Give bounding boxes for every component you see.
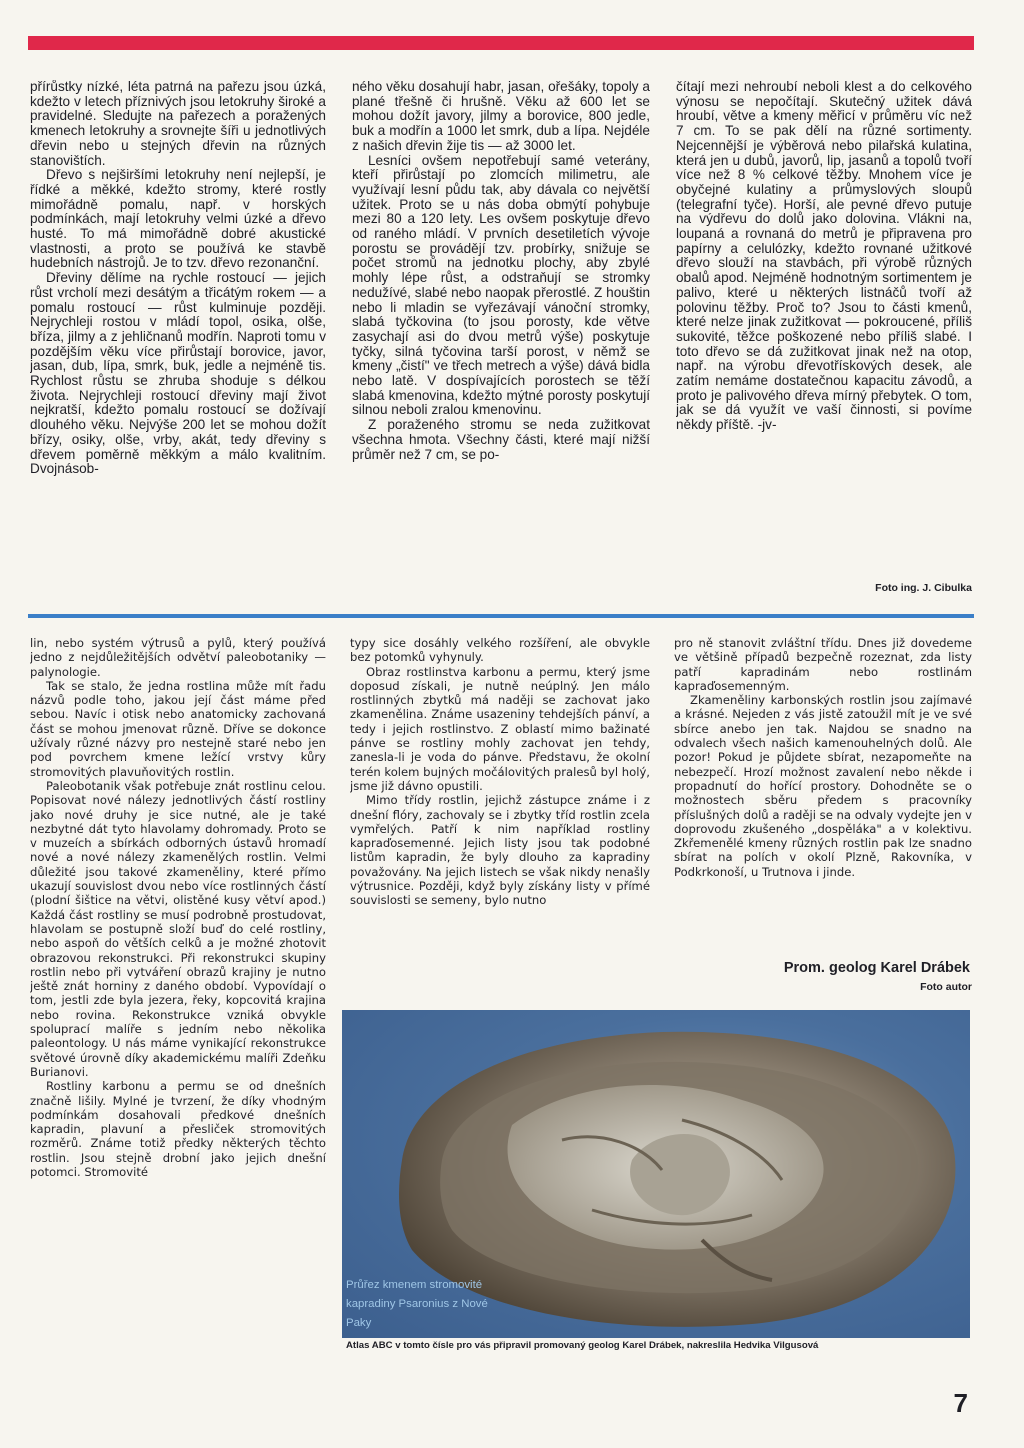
paragraph: přírůstky nízké, léta patrná na pařezu jsou úzká, kdežto v letech příznivých jsou letokruhy široké a pravidelné. Sledujte na pařezech a poražených kmenech letokruhy a srovnejte šíři u jednotlivých dřevin nebo u stejných dřevin na různých stanovištích. [30, 80, 326, 168]
paragraph: Z poraženého stromu se neda zužitkovat všechna hmota. Všechny části, které mají nižší průměr než 7 cm, se po- [352, 417, 650, 462]
top-column-3 [676, 80, 972, 574]
paragraph: typy sice dosáhly velkého rozšíření, ale obvykle bez potomků vyhynuly. [350, 636, 650, 665]
paragraph: Obraz rostlinstva karbonu a permu, který jsme doposud získali, je nutně neúplný. Jen málo rostlinných zbytků má naději se zachovat jako zkamenělina. Známe usazeniny tehdejších pánví, a tedy i jejich rostlinstvo. Z oblastí mimo bažinaté pánve se rostliny mohly zachovat jen tehdy, zanesla-li je voda do pánve. Představu, že okolní terén kolem bujných močálovitých pralesů byl holý, jsme již dávno opustili. [350, 664, 650, 793]
top-column-1 [30, 80, 326, 600]
paragraph: čítají mezi nehroubí neboli klest a do celkového výnosu se nepočítají. Skutečný užitek dává hroubí, větve a kmeny měřicí v průměru víc než 7 cm. To se pak dělí na různé sortimenty. Nejcennější je výběrová nebo pilařská kulatina, která jen u dubů, javorů, lip, jasanů a topolů tvoří více než 8 % celkové těžby. Mnohem více je obyčejné kulatiny a průmyslových sloupů (telegrafní tyče). Horší, ale pevné dřevo putuje na výdřevu do dolů jako dolovina. Vlákni na, loupaná a rovnaná do metrů je připravena pro papírny a celulózky, kdežto rovnané užitkové dřevo slouží na stavbách, při výrobě různých obalů apod. Nejméně hodnotným sortimentem je palivo, které u některých listnáčů tvoří až polovinu těžby. Proč to? Jsou to části kmenů, které nelze jinak zužitkovat — pokroucené, příliš sukovité, těžce poškozené nebo příliš slabé. I toto dřevo se dá zužitkovat jinak než na otop, např. na výrobu dřevotřískových desek, ale zatím nemáme dostatečnou kapacitu závodů, a proto je palivového dřeva mírný přebytek. O tom, jak se dá využít ve vaší činnosti, si povíme někdy příště. -jv- [676, 80, 972, 433]
photo-credit: Foto ing. J. Cibulka [875, 582, 972, 594]
paragraph: Dřevo s nejširšími letokruhy není nejlepší, je řídké a měkké, kdežto stromy, které rostly mimořádně pomalu, např. v horských podmínkách, mají letokruhy velmi úzké a dřevo husté. To má mimořádně dobré akustické vlastnosti, a proto se používá ke stavbě hudebních nástrojů. Je to tzv. dřevo rezonanční. [30, 167, 326, 271]
paragraph: Lesníci ovšem nepotřebují samé veterány, kteří přirůstají po zlomcích milimetru, ale využívají lesní půdu tak, aby dávala co největší užitek. Proto se u nás doba obmýtí pohybuje mezi 80 a 120 lety. Les ovšem poskytuje dřevo od raného mládí. V prvních desetiletích vývoje porostu se provádějí tzv. probírky, snižuje se počet stromů na jednotku plochy, aby zbylé mohly lépe růst, a odstraňují se stromky nedužívé, slabé nebo naopak přerostlé. Z houštin nebo li mladin se vyřezávají vánoční stromky, slabá tyčkovina (to jsou porosty, kde větve zasychají asi do dvou metrů výše) poskytuje tyčky, silná tyčovina tarší porost, v němž se kmeny „čistí" ve třech metrech a výše) dává bidla nebo latě. V dospívajících porostech se těží slabá kmenovina, kdežto mýtné porosty poskytují silnou neboli zralou kmenovinu. [352, 152, 650, 418]
paragraph: Mimo třídy rostlin, jejichž zástupce známe i z dnešní flóry, zachovaly se i zbytky tříd rostlin zcela vymřelých. Patří k nim například rostliny kapraďosemenné. Jejich listy jsou tak podobné listům kapradin, že byly dlouho za kapradiny považovány. Na jejich listech se však nikdy nenašly výtrusnice. Později, když byly získány listy v přímé souvislosti se semeny, bylo nutno [350, 793, 650, 908]
psaronius-cross-section-photo [342, 1010, 970, 1338]
paragraph: Zkameněliny karbonských rostlin jsou zajímavé a krásné. Nejeden z vás jistě zatoužil mít je ve své sbírce anebo jen tak. Najdou se snadno na odvalech všech našich kamenouhelných dolů. Ale pozor! Pokud je půjdete sbírat, nezapomeňte na nebezpečí. Hrozí možnost zavalení nebo někde i propadnutí do hořící prostory. Dohodněte se o možnostech sběru předem s pracovníky příslušných dolů a raději se na odvaly vydejte jen v doprovodu zkušeného „dospěláka" a v kolektivu. Zkřemenělé kmeny různých rostlin pak lze snadno sbírat na polích v okolí Plzně, Rakovníka, v Podkrkonoší, u Trutnova i jinde. [674, 693, 972, 879]
bottom-column-1 [30, 636, 326, 1380]
section-divider [28, 614, 974, 618]
top-column-2 [352, 80, 650, 600]
atlas-note: Atlas ABC v tomto čísle pro vás připravil promovaný geolog Karel Drábek, nakreslila Hedvika Vilgusová [346, 1340, 819, 1351]
bottom-column-2 [350, 636, 650, 998]
photo-caption: Průřez kmenem stromovité kapradiny Psaronius z Nové Paky [346, 1279, 488, 1329]
paragraph: Paleobotanik však potřebuje znát rostlinu celou. Popisovat nové nálezy jednotlivých částí rostliny jako nové druhy je sice nutné, ale je také nezbytné dát tyto hlavolamy dohromady. Proto se v muzeích a sbírkách odborných ústavů hromadí nové a nové nálezy zkamenělých rostlin. Velmi důležité jsou takové zkameněliny, které přímo ukazují souvislost dvou nebo více rostlinných částí (plodní šištice na větvi, olistěné kusy větví apod.) Každá část rostliny se musí podrobně prostudovat, hlavolam se postupně složí buď do celé rostliny, nebo aspoň do větších celků a je možné zhotovit obrazovou rekonstrukci. Při rekonstrukci skupiny rostlin nebo při vytváření obrazů krajiny je nutno ještě znát horniny z daného období. Vypovídají o tom, jestli zde byla jezera, řeky, kopcovitá krajina nebo rovina. Rekonstrukce vzniká obvykle spoluprací malíře s jedním nebo několika paleontology. U nás máme vynikající rekonstrukce světové úrovně díky akademickému malíři Zdeňku Burianovi. [30, 778, 326, 1079]
paragraph: Rostliny karbonu a permu se od dnešních značně lišily. Mylné je tvrzení, že díky vhodným podmínkám dosahovali předkové dnešních kapradin, plavuní a přesliček stromovitých rozměrů. Známe totiž předky některých těchto rostlin. Jsou stejně drobní jako jejich dnešní potomci. Stromovité [30, 1079, 326, 1179]
paragraph: pro ně stanovit zvláštní třídu. Dnes již dovedeme ve většině případů bezpečně rozeznat, zda listy patří kapradinám nebo rostlinám kapraďosemenným. [674, 636, 972, 693]
author-name: Prom. geolog Karel Drábek [783, 960, 970, 976]
top-red-bar [28, 36, 974, 50]
page-number: 7 [953, 1388, 968, 1418]
paragraph: Dřeviny dělíme na rychle rostoucí — jejich růst vrcholí mezi desátým a třicátým rokem — a pomalu rostoucí — růst kulminuje později. Nejrychleji rostou v mládí topol, osika, olše, bříza, jilmy a z jehličnanů modřín. Naproti tomu v pozdějším věku více přirůstají borovice, javor, jasan, dub, lípa, smrk, buk, jedle a nejméně tis. Rychlost růstu se zhruba shoduje s délkou života. Nejrychleji rostoucí dřeviny mají život nejkratší, kdežto pomalu rostoucí se dožívají dlouhého věku. Nejvýše 200 let se mohou dožít břízy, osiky, olše, vrby, akát, tedy dřeviny s dřevem poměrně měkkým a málo kvalitním. Dvojnásob- [30, 270, 326, 477]
paragraph: Tak se stalo, že jedna rostlina může mít řadu názvů podle toho, jakou její část máme před sebou. Navíc i otisk nebo anatomicky zachovaná část se mohou jmenovat různě. Dříve se dokonce užívaly různé názvy pro nestejně staré nebo jen pod povrchem kmene ležící vrstvy kůry stromovitých plavuňovitých rostlin. [30, 678, 326, 779]
author-photo-credit: Foto autor [920, 981, 972, 993]
paragraph: ného věku dosahují habr, jasan, ořešáky, topoly a plané třešně či hrušně. Věku až 600 let se mohou dožít javory, jilmy a borovice, 800 jedle, buk a modřín a 1000 let smrk, dub a lípa. Nejdéle z našich dřevin žije tis — až 3000 let. [352, 80, 650, 153]
bottom-column-3 [674, 636, 972, 958]
paragraph: lin, nebo systém výtrusů a pylů, který používá jedno z nejdůležitějších odvětví paleobotaniky — palynologie. [30, 636, 326, 679]
